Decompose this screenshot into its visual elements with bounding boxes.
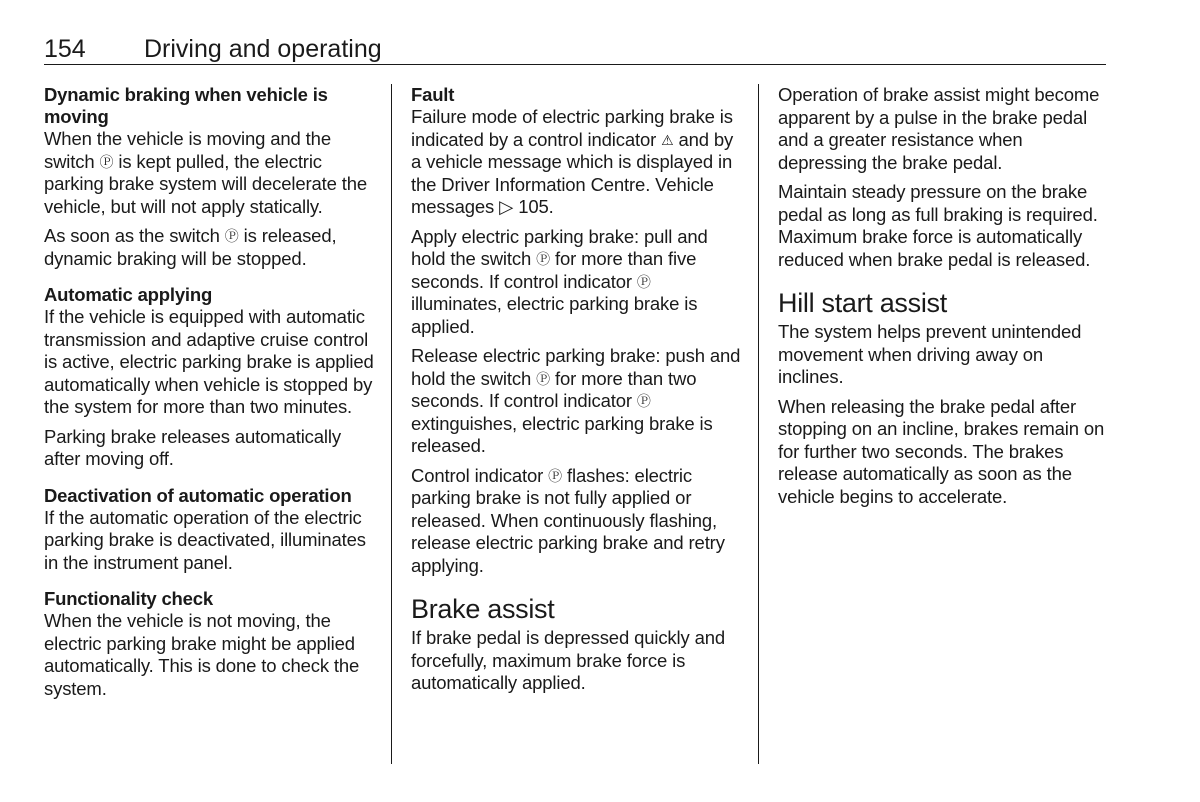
paragraph: When the vehicle is not moving, the electric parking brake might be applied automatically. This is done to check the system. [44,610,360,699]
page-number: 154 [44,35,86,63]
paragraph: When the vehicle is moving and the switch Ⓟ is kept pulled, the electric parking brake system will decelerate the vehicle, but will not apply statically. [44,128,368,217]
parking-switch-icon: Ⓟ [548,467,563,484]
paragraph: Operation of brake assist might become apparent by a pulse in the brake pedal and a greater resistance when depressing the brake pedal. [778,84,1100,173]
parking-switch-icon: Ⓟ [636,393,651,409]
parking-switch-icon: Ⓟ [636,273,651,290]
parking-switch-icon: Ⓟ [224,228,239,244]
column-divider [758,84,759,764]
column-divider [391,84,392,764]
page-reference-arrow-icon: ▷ [499,196,514,217]
parking-switch-icon: Ⓟ [536,370,550,387]
paragraph: As soon as the switch Ⓟ is released, dynamic braking will be stopped. [44,225,337,269]
paragraph: Apply electric parking brake: pull and hold the switch Ⓟ for more than five seconds. If control indicator Ⓟ illuminates, electric parking brake is applied. [411,225,708,337]
paragraph: Release electric parking brake: push and hold the switch Ⓟ for more than two seconds. If control indicator Ⓟ extinguishes, electric parking brake is released. [411,345,741,456]
column-middle [411,84,746,702]
heading-brake-assist: Brake assist [411,594,555,624]
heading-dynamic-braking: Dynamic braking when vehicle is moving [44,84,328,127]
paragraph: The system helps prevent unintended movement when driving away on inclines. [778,321,1082,387]
parking-brake-fault-icon: ⚠ [661,131,674,148]
heading-fault: Fault [411,84,455,105]
page-header [44,34,1106,65]
parking-switch-icon: Ⓟ [99,153,114,170]
heading-deactivation: Deactivation of automatic operation [44,484,352,506]
heading-automatic-applying: Automatic applying [44,284,213,305]
paragraph: If the automatic operation of the electric parking brake is deactivated, illuminates in the instrument panel. [44,506,366,573]
section-title: Driving and operating [144,35,382,63]
paragraph: Control indicator Ⓟ flashes: electric parking brake is not fully applied or released. When continuously flashing, release electric parking brake and retry applying. [411,464,725,576]
heading-hill-start-assist: Hill start assist [778,288,947,318]
column-left [44,84,379,707]
column-right [778,84,1113,515]
paragraph: When releasing the brake pedal after stopping on an incline, brakes remain on for further two seconds. The brakes release automatically as soon as the vehicle begins to accelerate. [778,395,1105,507]
paragraph: Maintain steady pressure on the brake pedal as long as full braking is required. Maximum brake force is automatically reduced when brake pedal is released. [778,181,1098,270]
paragraph: Parking brake releases automatically after moving off. [44,425,341,469]
paragraph: Failure mode of electric parking brake is indicated by a control indicator ⚠ and by a vehicle message which is displayed in the Driver Information Centre. Vehicle messages ▷ 105. [411,106,734,217]
paragraph: If brake pedal is depressed quickly and forcefully, maximum brake force is automatically applied. [411,627,725,693]
paragraph: If the vehicle is equipped with automatic transmission and adaptive cruise control is active, electric parking brake is applied automatically when vehicle is stopped by the system for more than two minutes. [44,306,374,417]
heading-functionality-check: Functionality check [44,588,213,609]
parking-switch-icon: Ⓟ [536,251,550,267]
